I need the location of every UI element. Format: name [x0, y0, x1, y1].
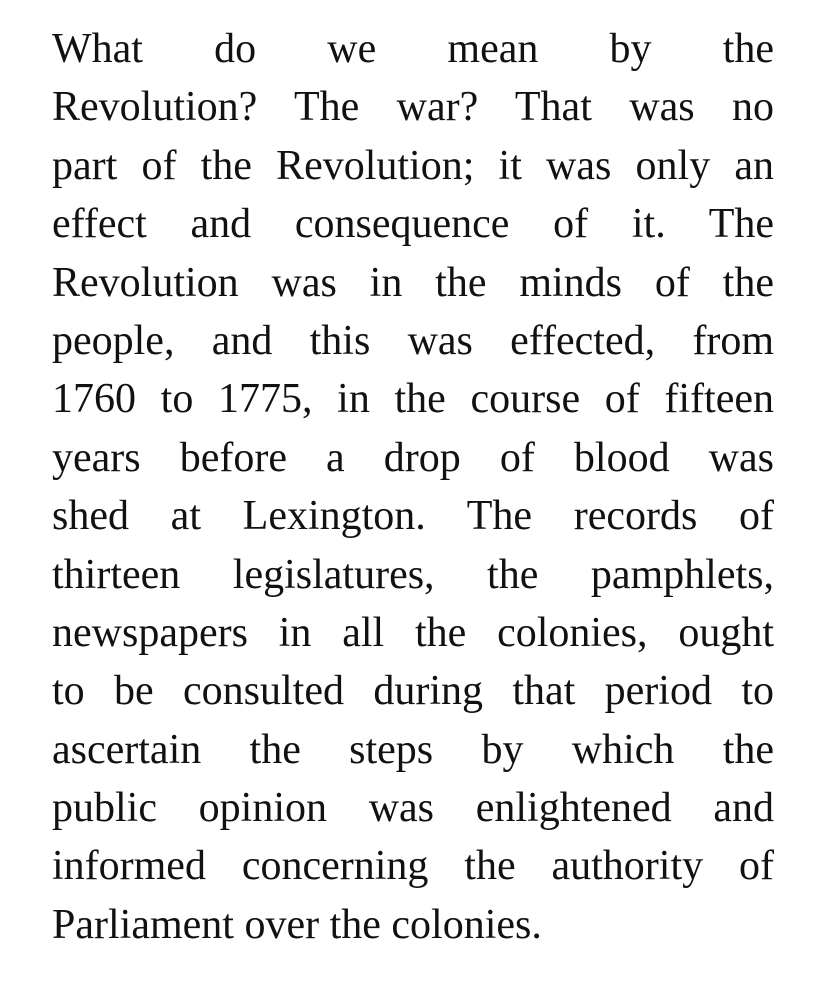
text-line: to be consulted during that period to: [52, 668, 774, 715]
text-line: effect and consequence of it. The: [52, 201, 774, 248]
text-line: shed at Lexington. The records of: [52, 493, 774, 540]
text-line: public opinion was enlightened and: [52, 785, 774, 832]
text-line: 1760 to 1775, in the course of fifteen: [52, 376, 774, 423]
text-line: people, and this was effected, from: [52, 317, 774, 364]
text-line-last: Parliament over the colonies.: [52, 901, 542, 948]
text-line: part of the Revolution; it was only an: [52, 142, 774, 189]
text-line: Revolution? The war? That was no: [52, 84, 774, 131]
text-line: years before a drop of blood was: [52, 434, 774, 481]
text-line: newspapers in all the colonies, ought: [52, 609, 774, 656]
text-line: thirteen legislatures, the pamphlets,: [52, 551, 774, 598]
text-line: Revolution was in the minds of the: [52, 259, 774, 306]
text-line: ascertain the steps by which the: [52, 726, 774, 773]
text-line: informed concerning the authority of: [52, 843, 774, 890]
text-line: What do we mean by the: [52, 26, 774, 72]
passage-text: [52, 20, 774, 954]
